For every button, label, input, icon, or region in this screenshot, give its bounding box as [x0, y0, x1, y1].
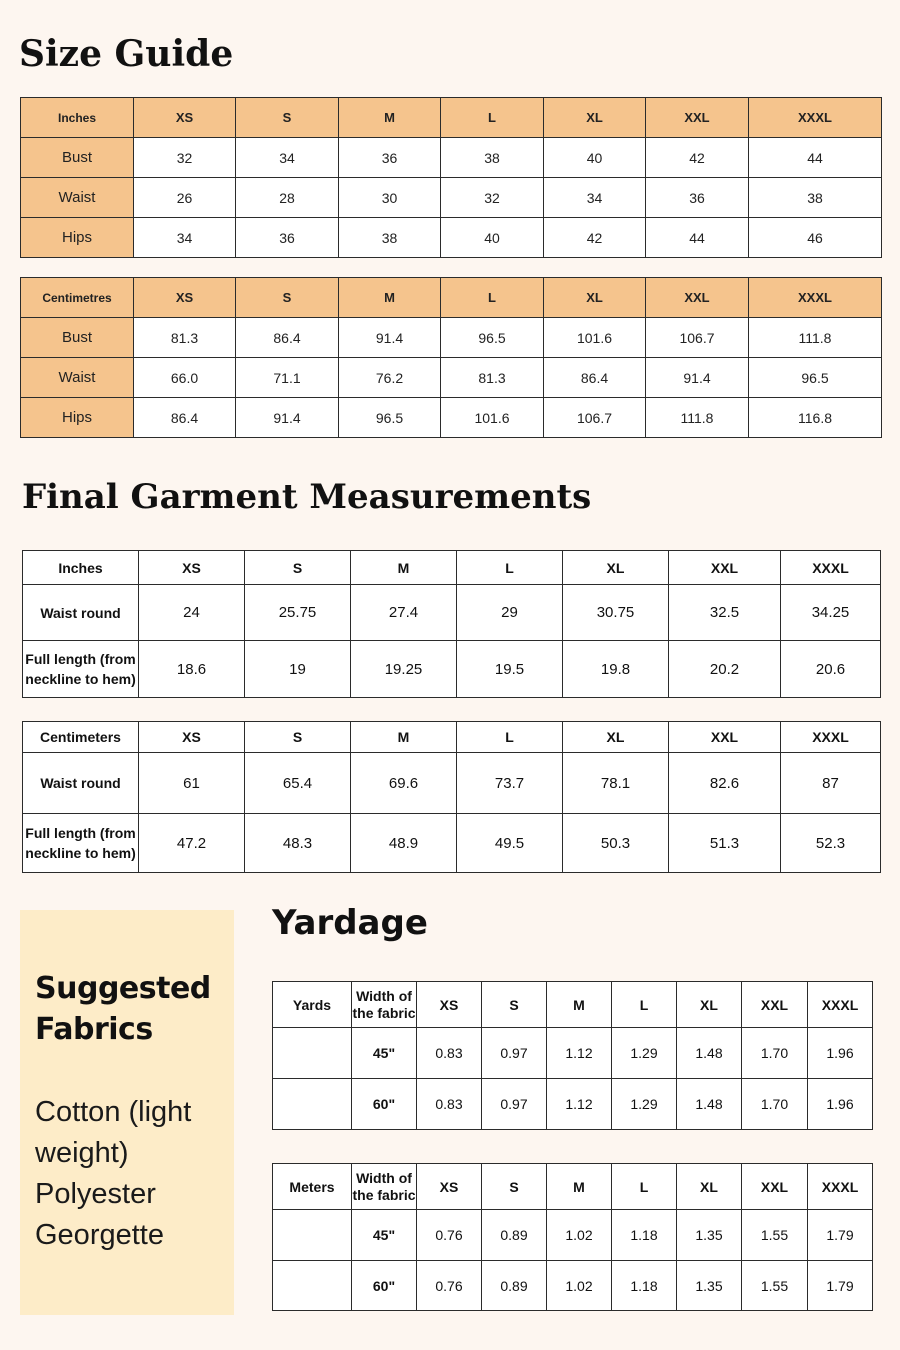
suggested-fabrics-panel: [20, 910, 234, 1315]
list-item: Cotton (light weight): [35, 1096, 192, 1169]
table-cell: 20.6: [781, 641, 881, 698]
table-cell: 73.7: [457, 753, 563, 814]
size-header: XXL: [742, 982, 808, 1028]
table-cell: 0.89: [482, 1261, 547, 1311]
unit-header: Meters: [273, 1164, 352, 1210]
size-header: L: [457, 551, 563, 585]
row-label: Bust: [21, 318, 134, 358]
unit-header: Centimeters: [23, 722, 139, 753]
table-cell: 0.83: [417, 1079, 482, 1130]
table-cell: 1.18: [612, 1261, 677, 1311]
size-header: M: [339, 98, 441, 138]
table-cell: 71.1: [236, 358, 339, 398]
yardage-title: Yardage: [272, 903, 428, 943]
size-header: XXXL: [781, 551, 881, 585]
size-header: XXXL: [808, 982, 873, 1028]
row-label: Waist round: [23, 585, 139, 641]
table-row: [23, 585, 881, 641]
table-cell: 1.79: [808, 1210, 873, 1261]
table-cell: 111.8: [749, 318, 882, 358]
size-header: M: [339, 278, 441, 318]
size-header: S: [245, 551, 351, 585]
empty-cell: [273, 1079, 352, 1130]
table-cell: 30: [339, 178, 441, 218]
table-cell: 81.3: [441, 358, 544, 398]
table-cell: 20.2: [669, 641, 781, 698]
table-cell: 0.89: [482, 1210, 547, 1261]
table-cell: 1.02: [547, 1261, 612, 1311]
row-label: Bust: [21, 138, 134, 178]
table-cell: 86.4: [134, 398, 236, 438]
size-header: XS: [134, 98, 236, 138]
table-cell: 51.3: [669, 814, 781, 873]
suggested-fabrics-heading: Suggested Fabrics: [35, 971, 211, 1047]
table-cell: 0.83: [417, 1028, 482, 1079]
size-header: XS: [139, 551, 245, 585]
table-cell: 27.4: [351, 585, 457, 641]
table-cell: 0.76: [417, 1210, 482, 1261]
table-row: [273, 1028, 873, 1079]
table-cell: 61: [139, 753, 245, 814]
size-header: XXL: [646, 98, 749, 138]
unit-header: Inches: [21, 98, 134, 138]
table-cell: 18.6: [139, 641, 245, 698]
table-row: [21, 218, 882, 258]
table-cell: 96.5: [749, 358, 882, 398]
table-cell: 19: [245, 641, 351, 698]
size-guide-inches-table: [20, 97, 882, 258]
row-label: Waist round: [23, 753, 139, 814]
table-cell: 46: [749, 218, 882, 258]
table-row: [21, 178, 882, 218]
size-header: L: [441, 278, 544, 318]
table-cell: 106.7: [646, 318, 749, 358]
size-header: XXL: [742, 1164, 808, 1210]
table-cell: 36: [236, 218, 339, 258]
table-cell: 0.97: [482, 1079, 547, 1130]
table-cell: 38: [339, 218, 441, 258]
table-cell: 1.35: [677, 1261, 742, 1311]
table-cell: 24: [139, 585, 245, 641]
table-cell: 78.1: [563, 753, 669, 814]
size-guide-title: Size Guide: [19, 33, 234, 75]
table-cell: 1.29: [612, 1079, 677, 1130]
fabric-list: [35, 1092, 230, 1256]
table-cell: 40: [544, 138, 646, 178]
size-header: XXXL: [808, 1164, 873, 1210]
table-cell: 96.5: [339, 398, 441, 438]
table-cell: 0.97: [482, 1028, 547, 1079]
table-cell: 48.9: [351, 814, 457, 873]
table-cell: 1.79: [808, 1261, 873, 1311]
table-cell: 1.29: [612, 1028, 677, 1079]
table-cell: 36: [646, 178, 749, 218]
table-cell: 34: [134, 218, 236, 258]
table-cell: 19.8: [563, 641, 669, 698]
table-cell: 30.75: [563, 585, 669, 641]
table-cell: 96.5: [441, 318, 544, 358]
size-header: XS: [417, 982, 482, 1028]
size-guide-centimetres-table: [20, 277, 882, 438]
size-header: XXL: [669, 722, 781, 753]
table-cell: 52.3: [781, 814, 881, 873]
unit-header: Yards: [273, 982, 352, 1028]
size-header: XXXL: [749, 98, 882, 138]
size-header: XXL: [669, 551, 781, 585]
table-cell: 50.3: [563, 814, 669, 873]
table-cell: 29: [457, 585, 563, 641]
table-cell: 1.70: [742, 1028, 808, 1079]
final-garment-centimeters-table: [22, 721, 881, 873]
size-header: S: [482, 1164, 547, 1210]
table-row: [273, 1210, 873, 1261]
table-cell: 91.4: [339, 318, 441, 358]
size-header: XL: [677, 982, 742, 1028]
unit-header: Centimetres: [21, 278, 134, 318]
table-row: [21, 138, 882, 178]
table-cell: 1.96: [808, 1028, 873, 1079]
table-cell: 86.4: [236, 318, 339, 358]
table-cell: 44: [749, 138, 882, 178]
table-cell: 42: [544, 218, 646, 258]
size-header: M: [547, 982, 612, 1028]
table-cell: 81.3: [134, 318, 236, 358]
table-cell: 1.55: [742, 1261, 808, 1311]
table-cell: 69.6: [351, 753, 457, 814]
size-header: XS: [417, 1164, 482, 1210]
yardage-meters-table: [272, 1163, 873, 1311]
size-header: XS: [139, 722, 245, 753]
table-cell: 66.0: [134, 358, 236, 398]
table-cell: 34: [544, 178, 646, 218]
table-cell: 36: [339, 138, 441, 178]
table-cell: 49.5: [457, 814, 563, 873]
size-header: XL: [677, 1164, 742, 1210]
table-cell: 1.12: [547, 1079, 612, 1130]
width-header: Width of the fabric: [352, 1164, 417, 1210]
table-row: [273, 1261, 873, 1311]
final-garment-inches-table: [22, 550, 881, 698]
table-cell: 65.4: [245, 753, 351, 814]
size-header: M: [351, 722, 457, 753]
table-cell: 111.8: [646, 398, 749, 438]
size-header: L: [612, 1164, 677, 1210]
table-cell: 40: [441, 218, 544, 258]
final-garment-title: Final Garment Measurements: [22, 477, 592, 517]
row-label: Hips: [21, 218, 134, 258]
row-label: Full length (from neckline to hem): [23, 814, 139, 873]
table-cell: 1.02: [547, 1210, 612, 1261]
table-cell: 86.4: [544, 358, 646, 398]
fabric-width: 45": [352, 1210, 417, 1261]
table-cell: 1.55: [742, 1210, 808, 1261]
table-row: [21, 318, 882, 358]
table-cell: 76.2: [339, 358, 441, 398]
size-header: S: [482, 982, 547, 1028]
table-cell: 1.96: [808, 1079, 873, 1130]
size-header: L: [457, 722, 563, 753]
table-cell: 32: [441, 178, 544, 218]
table-cell: 1.48: [677, 1028, 742, 1079]
table-row: [273, 1079, 873, 1130]
list-item: Polyester: [35, 1178, 156, 1210]
table-cell: 25.75: [245, 585, 351, 641]
table-cell: 0.76: [417, 1261, 482, 1311]
table-cell: 38: [749, 178, 882, 218]
size-header: XXXL: [781, 722, 881, 753]
table-cell: 47.2: [139, 814, 245, 873]
size-header: XL: [563, 551, 669, 585]
table-row: [23, 641, 881, 698]
table-cell: 28: [236, 178, 339, 218]
table-cell: 19.5: [457, 641, 563, 698]
row-label: Full length (from neckline to hem): [23, 641, 139, 698]
size-header: XXXL: [749, 278, 882, 318]
table-cell: 19.25: [351, 641, 457, 698]
unit-header: Inches: [23, 551, 139, 585]
table-cell: 32.5: [669, 585, 781, 641]
empty-cell: [273, 1261, 352, 1311]
row-label: Hips: [21, 398, 134, 438]
table-cell: 91.4: [236, 398, 339, 438]
table-cell: 82.6: [669, 753, 781, 814]
size-header: S: [236, 278, 339, 318]
table-cell: 1.48: [677, 1079, 742, 1130]
table-cell: 1.35: [677, 1210, 742, 1261]
table-row: [23, 814, 881, 873]
size-header: XXL: [646, 278, 749, 318]
empty-cell: [273, 1210, 352, 1261]
fabric-width: 60": [352, 1261, 417, 1311]
table-cell: 101.6: [441, 398, 544, 438]
table-cell: 1.70: [742, 1079, 808, 1130]
size-header: XL: [563, 722, 669, 753]
table-row: [23, 753, 881, 814]
table-cell: 116.8: [749, 398, 882, 438]
table-cell: 26: [134, 178, 236, 218]
table-cell: 1.18: [612, 1210, 677, 1261]
table-row: [21, 358, 882, 398]
size-header: XL: [544, 278, 646, 318]
table-cell: 32: [134, 138, 236, 178]
table-cell: 34.25: [781, 585, 881, 641]
fabric-width: 45": [352, 1028, 417, 1079]
size-header: XL: [544, 98, 646, 138]
table-cell: 101.6: [544, 318, 646, 358]
row-label: Waist: [21, 358, 134, 398]
table-cell: 87: [781, 753, 881, 814]
table-cell: 44: [646, 218, 749, 258]
size-header: S: [236, 98, 339, 138]
table-cell: 42: [646, 138, 749, 178]
table-row: [21, 398, 882, 438]
size-header: XS: [134, 278, 236, 318]
table-cell: 34: [236, 138, 339, 178]
row-label: Waist: [21, 178, 134, 218]
table-cell: 91.4: [646, 358, 749, 398]
size-header: M: [351, 551, 457, 585]
empty-cell: [273, 1028, 352, 1079]
size-header: L: [612, 982, 677, 1028]
width-header: Width of the fabric: [352, 982, 417, 1028]
yardage-yards-table: [272, 981, 873, 1130]
size-header: L: [441, 98, 544, 138]
table-cell: 106.7: [544, 398, 646, 438]
table-cell: 48.3: [245, 814, 351, 873]
table-cell: 1.12: [547, 1028, 612, 1079]
size-header: M: [547, 1164, 612, 1210]
list-item: Georgette: [35, 1219, 164, 1251]
fabric-width: 60": [352, 1079, 417, 1130]
table-cell: 38: [441, 138, 544, 178]
size-header: S: [245, 722, 351, 753]
